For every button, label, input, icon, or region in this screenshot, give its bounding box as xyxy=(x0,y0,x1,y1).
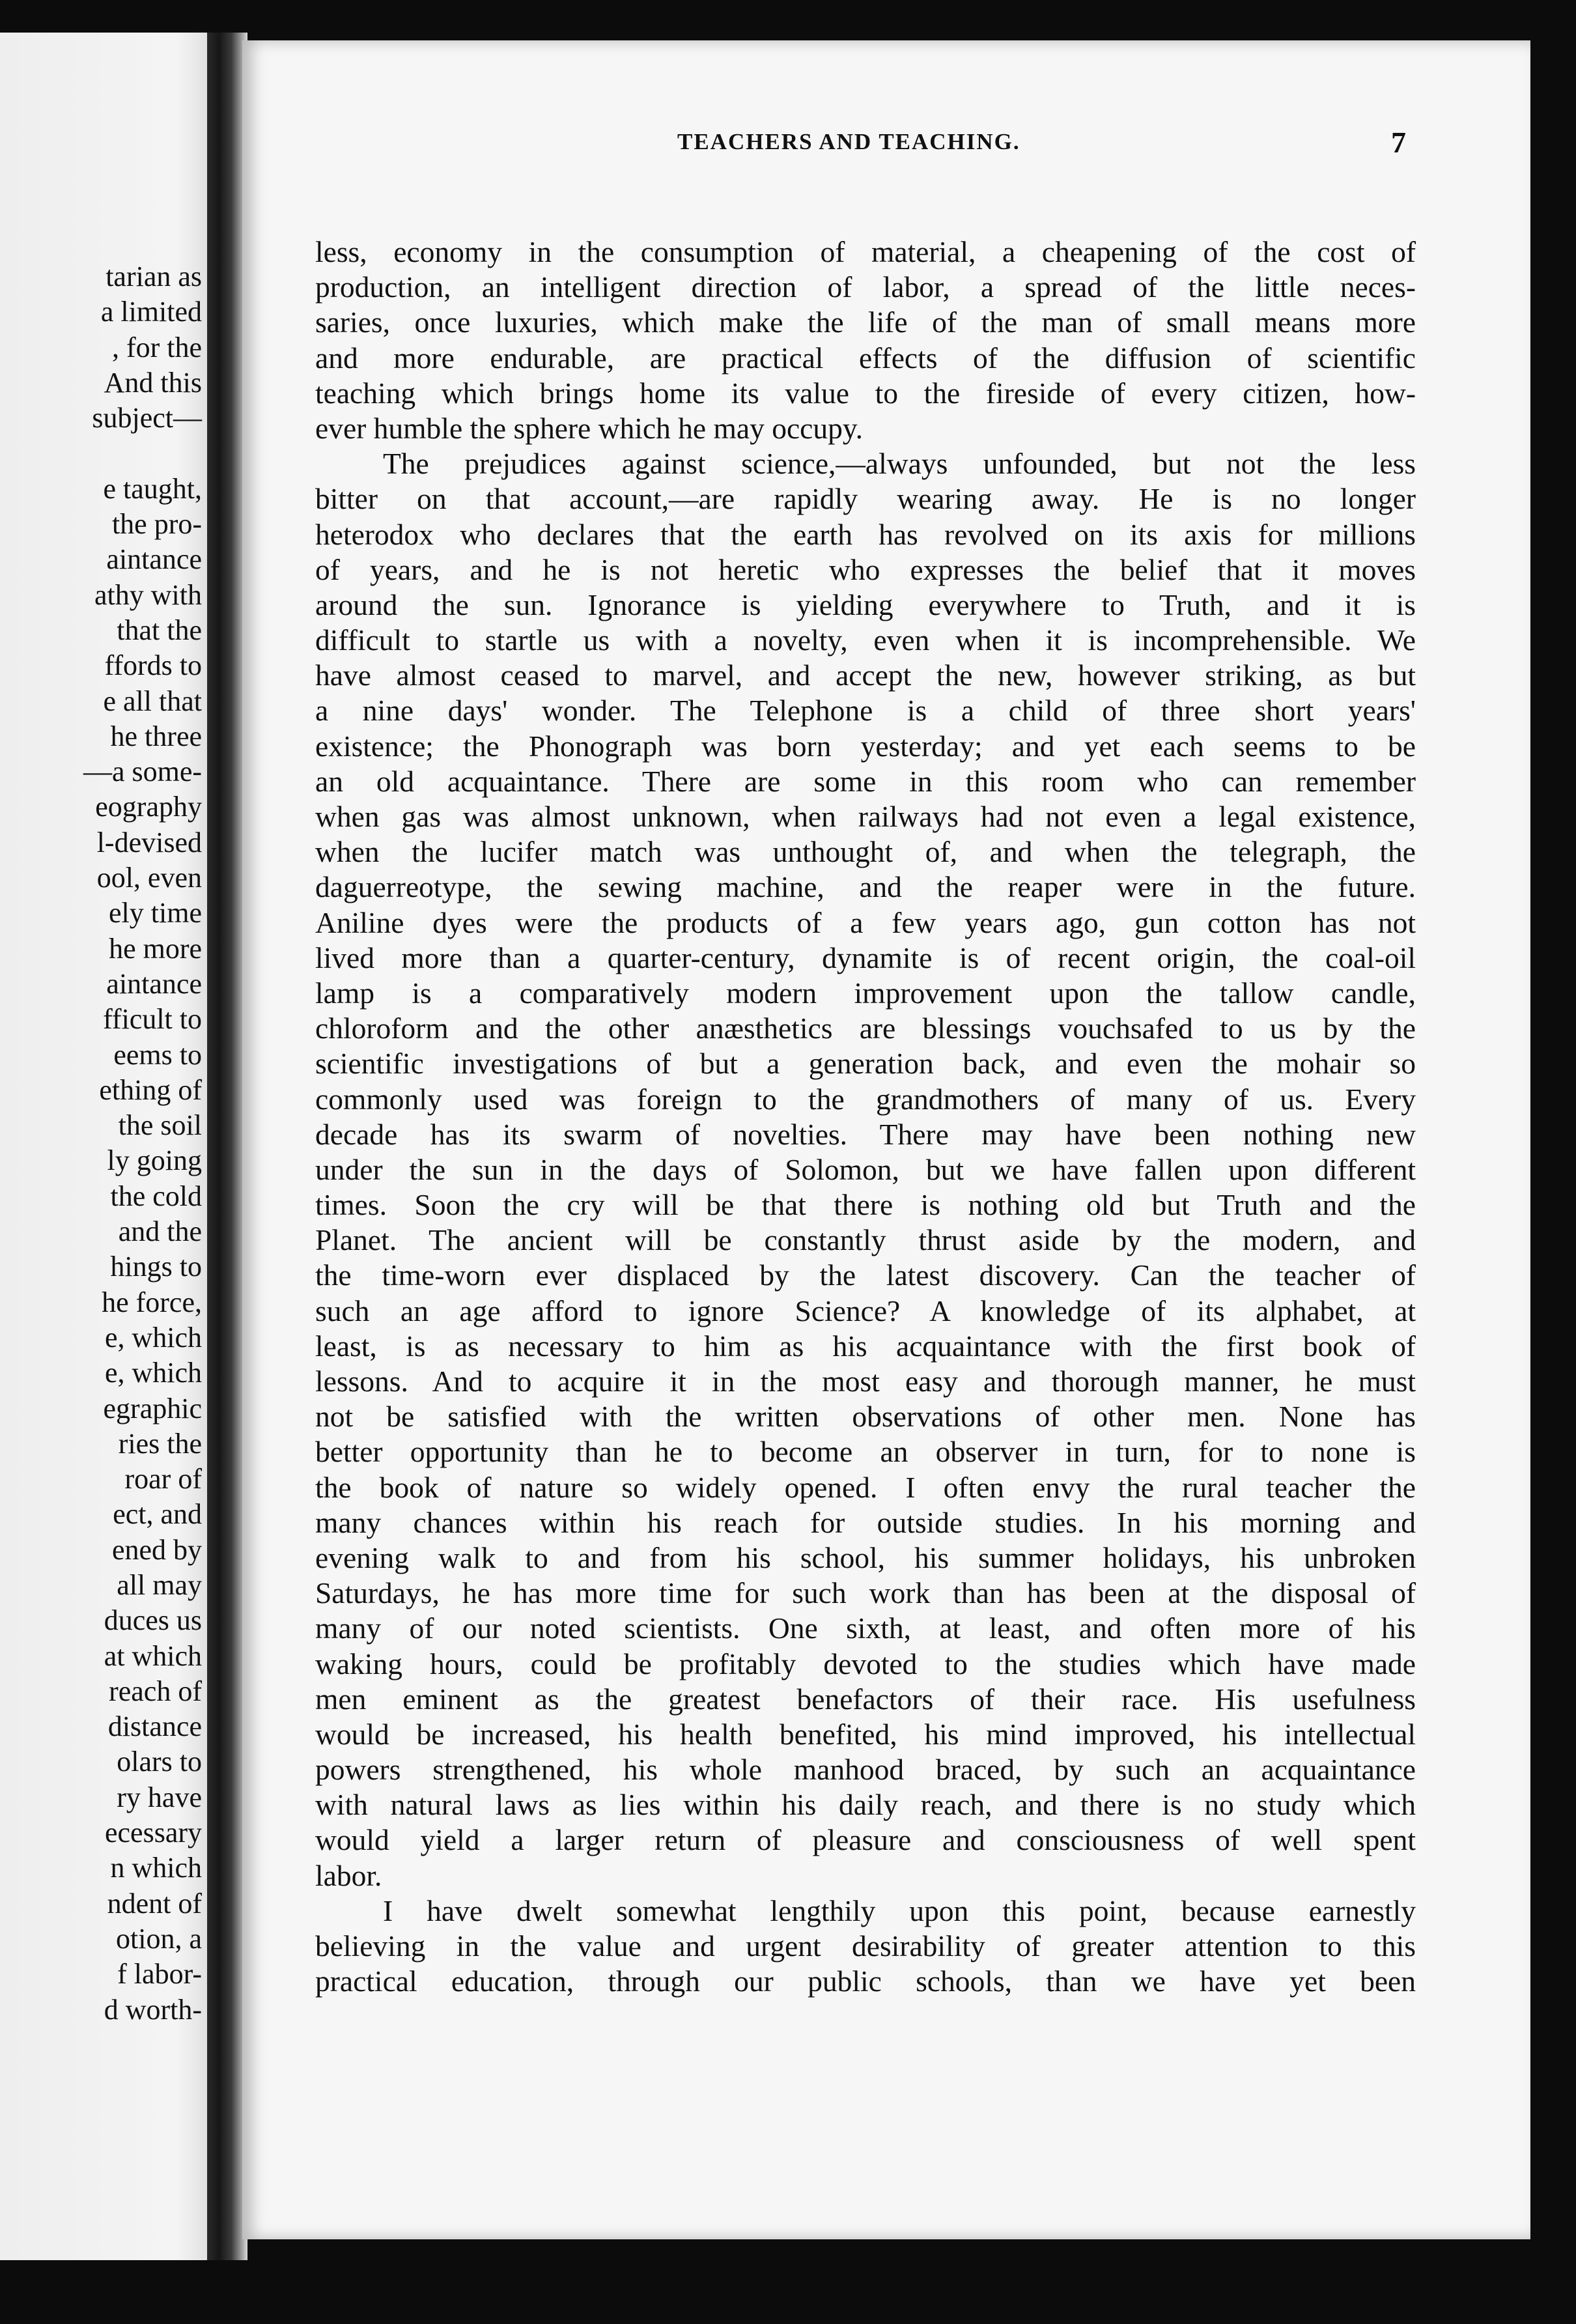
text-line: the cold xyxy=(110,1180,202,1212)
text-line: the pro- xyxy=(111,508,202,541)
text-line: Planet. The ancient will be constantly thrust aside by the modern, and xyxy=(315,1223,1416,1257)
text-line: least, is as necessary to him as his acquaintance with the first book of xyxy=(315,1329,1416,1363)
text-line: the time-worn ever displaced by the latest discovery. Can the teacher of xyxy=(315,1258,1416,1292)
text-line: duces us xyxy=(104,1604,202,1637)
previous-page-fragment xyxy=(0,33,207,2260)
text-line: would yield a larger return of pleasure and consciousness of well spent xyxy=(315,1823,1416,1857)
text-line: roar of xyxy=(124,1463,202,1495)
text-line: he more xyxy=(109,932,202,965)
text-line: have almost ceased to marvel, and accept the new, however striking, as but xyxy=(315,659,1416,692)
text-line: such an age afford to ignore Science? A knowledge of its alphabet, at xyxy=(315,1294,1416,1327)
text-line: commonly used was foreign to the grandmothers of many of us. Every xyxy=(315,1082,1416,1116)
text-line: l-devised xyxy=(96,826,202,858)
text-line: of years, and he is not heretic who expresses the belief that it moves xyxy=(315,552,1416,586)
text-line: eography xyxy=(95,791,202,823)
text-line: he three xyxy=(110,720,202,752)
text-line: times. Soon the cry will be that there is nothing old but Truth and the xyxy=(315,1188,1416,1222)
text-line: ries the xyxy=(118,1427,202,1460)
text-line: ect, and xyxy=(113,1498,202,1531)
text-line: teaching which brings home its value to the fireside of every citizen, how- xyxy=(315,376,1416,410)
text-line: I have dwelt somewhat lengthily upon this point, because earnestly xyxy=(383,1893,1416,1927)
text-line: lessons. And to acquire it in the most easy and thorough manner, he must xyxy=(315,1365,1416,1398)
text-line: existence; the Phonograph was born yesterday; and yet each seems to be xyxy=(315,729,1416,763)
text-line: that the xyxy=(117,614,202,646)
body-text xyxy=(315,234,1416,1999)
text-line: ly going xyxy=(107,1144,202,1177)
text-line: lived more than a quarter-century, dynamite is of recent origin, the coal-oil xyxy=(315,941,1416,974)
text-line: an old acquaintance. There are some in this room who can remember xyxy=(315,764,1416,798)
text-line: subject— xyxy=(92,402,202,434)
text-line: ndent of xyxy=(107,1887,202,1920)
text-line: egraphic xyxy=(103,1392,202,1424)
text-line: a nine days' wonder. The Telephone is a child of three short years' xyxy=(315,694,1416,728)
text-line: scientific investigations of but a generation back, and even the mohair so xyxy=(315,1047,1416,1081)
text-line: decade has its swarm of novelties. There may have been nothing new xyxy=(315,1117,1416,1151)
text-line: and more endurable, are practical effects of the diffusion of scientific xyxy=(315,341,1416,375)
text-line: a limited xyxy=(100,296,202,328)
page-number: 7 xyxy=(1391,126,1406,159)
text-line: aintance xyxy=(106,967,202,1000)
text-line: waking hours, could be profitably devoted to the studies which have made xyxy=(315,1647,1416,1680)
text-line: athy with xyxy=(94,578,202,611)
text-line: production, an intelligent direction of labor, a spread of the little neces- xyxy=(315,270,1416,304)
text-line: ecessary xyxy=(104,1817,202,1849)
text-line xyxy=(0,436,202,471)
text-line: Saturdays, he has more time for such work than has been at the disposal of xyxy=(315,1576,1416,1610)
text-line: e, which xyxy=(104,1357,202,1389)
text-line: when the lucifer match was unthought of, and when the telegraph, the xyxy=(315,835,1416,869)
text-line: better opportunity than he to become an observer in turn, for to none is xyxy=(315,1435,1416,1469)
text-line: all may xyxy=(117,1568,202,1601)
text-line: ry have xyxy=(117,1781,202,1813)
text-line: e, which xyxy=(104,1321,202,1353)
text-line: otion, a xyxy=(116,1922,202,1955)
text-line: saries, once luxuries, which make the life of the man of small means more xyxy=(315,305,1416,339)
previous-page-text xyxy=(0,259,202,2028)
text-line: ely time xyxy=(109,897,202,929)
text-line: he force, xyxy=(102,1286,202,1318)
text-line: daguerreotype, the sewing machine, and the reaper were in the future. xyxy=(315,870,1416,904)
text-line: aintance xyxy=(106,543,202,576)
text-line: —a some- xyxy=(83,756,202,788)
text-line: lamp is a comparatively modern improvement upon the tallow candle, xyxy=(315,976,1416,1010)
text-line: when gas was almost unknown, when railways had not even a legal existence, xyxy=(315,800,1416,833)
text-line: believing in the value and urgent desirability of greater attention to this xyxy=(315,1929,1416,1963)
text-line: n which xyxy=(110,1852,202,1884)
text-line: evening walk to and from his school, his summer holidays, his unbroken xyxy=(315,1540,1416,1574)
text-line: the soil xyxy=(118,1109,202,1142)
book-gutter xyxy=(207,33,247,2260)
text-line: difficult to startle us with a novelty, even when it is incomprehensible. We xyxy=(315,623,1416,657)
text-line: practical education, through our public schools, than we have yet been xyxy=(315,1964,1416,1998)
text-line: bitter on that account,—are rapidly wearing away. He is no longer xyxy=(315,482,1416,516)
text-line: e taught, xyxy=(103,472,202,505)
text-line: The prejudices against science,—always unfounded, but not the less xyxy=(383,447,1416,481)
text-line: reach of xyxy=(109,1675,202,1707)
text-line: ething of xyxy=(99,1073,202,1106)
text-line: ffords to xyxy=(104,649,202,682)
text-line: ened by xyxy=(111,1533,202,1566)
text-line: e all that xyxy=(103,685,202,717)
text-line: eems to xyxy=(113,1038,202,1071)
text-line: tarian as xyxy=(106,261,202,292)
text-line: f labor- xyxy=(117,1958,202,1991)
text-line: under the sun in the days of Solomon, but we have fallen upon different xyxy=(315,1152,1416,1186)
text-line: ool, even xyxy=(96,862,202,894)
text-line: many of our noted scientists. One sixth, at least, and often more of his xyxy=(315,1611,1416,1645)
text-line: hings to xyxy=(110,1251,202,1283)
text-line: not be satisfied with the written observations of other men. None has xyxy=(315,1400,1416,1434)
text-line: Aniline dyes were the products of a few years ago, gun cotton has not xyxy=(315,905,1416,939)
text-line: fficult to xyxy=(103,1003,202,1036)
text-line: around the sun. Ignorance is yielding everywhere to Truth, and it is xyxy=(315,588,1416,621)
text-line: heterodox who declares that the earth has revolved on its axis for millions xyxy=(315,517,1416,551)
text-line: distance xyxy=(107,1710,202,1743)
text-line: labor. xyxy=(315,1858,382,1892)
text-line: men eminent as the greatest benefactors of their race. His usefulness xyxy=(315,1682,1416,1716)
text-line: would be increased, his health benefited, his mind improved, his intellectual xyxy=(315,1717,1416,1751)
text-line: with natural laws as lies within his daily reach, and there is no study which xyxy=(315,1788,1416,1822)
text-line: less, economy in the consumption of material, a cheapening of the cost of xyxy=(315,235,1416,268)
text-line: many chances within his reach for outside studies. In his morning and xyxy=(315,1505,1416,1539)
text-line: and the xyxy=(118,1215,202,1248)
text-line: at which xyxy=(104,1639,202,1672)
text-line: olars to xyxy=(117,1746,202,1778)
text-line: ever humble the sphere which he may occupy. xyxy=(315,411,864,445)
running-head: TEACHERS AND TEACHING. xyxy=(677,129,1020,154)
text-line: , for the xyxy=(111,331,202,363)
text-line: chloroform and the other anæsthetics are blessings vouchsafed to us by the xyxy=(315,1012,1416,1045)
text-line: And this xyxy=(104,366,202,399)
text-line: powers strengthened, his whole manhood braced, by such an acquaintance xyxy=(315,1753,1416,1787)
text-line: the book of nature so widely opened. I often envy the rural teacher the xyxy=(315,1470,1416,1504)
text-line: d worth- xyxy=(104,1993,202,2026)
